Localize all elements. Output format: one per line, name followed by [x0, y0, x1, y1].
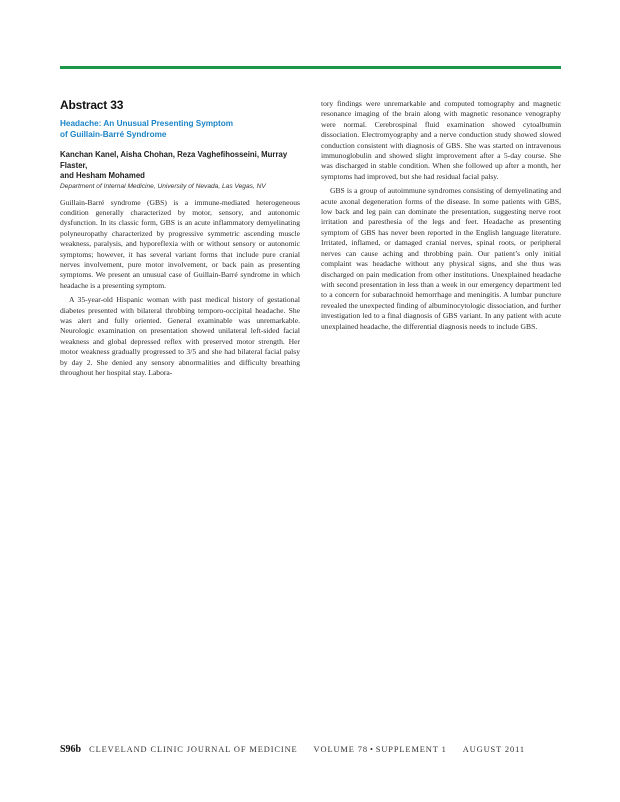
page-footer	[60, 744, 525, 755]
right-column	[321, 99, 561, 332]
body-paragraph-1: Guillain-Barré syndrome (GBS) is a immune-mediated heterogeneous condition generally characterized by motor, sensory, and autonomic dysfunction. In its classic form, GBS is an acute inflammatory demyelinating polyneuropathy characterized by progressive symmetric ascending muscle weakness, paralysis, and hyporeflexia with or without sensory or autonomic symptoms; however, it has several variant forms that include pure cranial nerves involvement, pure motor involvement, or back pain as presenting symptoms. We present an unusual case of Guillain-Barré syndrome in which headache is a presenting symptom.	[60, 197, 300, 290]
authors-line-2: and Hesham Mohamed	[60, 171, 145, 180]
journal-name: CLEVELAND CLINIC JOURNAL OF MEDICINE	[89, 745, 298, 754]
issue-date: AUGUST 2011	[462, 745, 525, 754]
volume: VOLUME 78	[313, 745, 368, 754]
body-paragraph-2: A 35-year-old Hispanic woman with past medical history of gestational diabetes presented with bilateral throbbing temporo-occipital headache. She was alert and fully oriented. General examinable was unremarkable. Neurologic examination on presentation showed unilateral left-sided facial weakness and global depressed reflex with preserved motor strength. Her motor weakness gradually progressed to 3/5 and she had bilateral facial palsy by day 2. She denied any sensory abnormalities and difficulty breathing throughout her hospital stay. Labora-	[60, 295, 300, 377]
supplement: SUPPLEMENT 1	[375, 745, 447, 754]
title-line-1: Headache: An Unusual Presenting Symptom	[60, 119, 234, 128]
top-rule	[60, 66, 561, 69]
page-number: S96b	[60, 744, 82, 755]
title-line-2: of Guillain-Barré Syndrome	[60, 129, 167, 139]
authors-line-1: Kanchan Kanel, Aisha Chohan, Reza Vaghefihosseini, Murray Flaster,	[60, 150, 288, 170]
body-paragraph-3: GBS is a group of autoimmune syndromes consisting of demyelinating and acute axonal degeneration forms of the disease. In some patients with GBS, low back and leg pain can dominate the presentation, suggesting nerve root irritation and paresthesia of the legs and feet. Headache as presenting symptom of GBS has never been reported in the English language literature. Irritated, inflamed, or damaged cranial nerves, spinal roots, or peripheral nerves can cause aching and throbbing pain. Our patient’s only initial complaint was headache without any physical signs, and she thus was discharged on pain medication from other institutions. Unexplained headache with second presentation in less than a week in our emergency department led to a concern for subarachnoid hemorrhage and meningitis. A lumbar puncture revealed the unexpected finding of albuminocytologic dissociation, and further investigation led to a final diagnosis of GBS variant. In any patient with acute unexplained headache, the differential diagnosis needs to include GBS.	[321, 186, 561, 331]
left-column	[60, 98, 300, 378]
abstract-label: Abstract 33	[60, 98, 124, 112]
author-list	[60, 150, 300, 182]
affiliation: Department of Internal Medicine, University of Nevada, Las Vegas, NV	[60, 182, 266, 190]
footer-bullet: •	[369, 745, 374, 754]
abstract-title	[60, 119, 300, 140]
body-paragraph-2-continued: tory findings were unremarkable and computed tomography and magnetic resonance imaging of the brain along with magnetic resonance venography were normal. Cerebrospinal fluid examination showed cytoalbumin dissociation. Electromyography and a nerve conduction study showed slowed conduction consistent with diagnosis of GBS. She was started on intravenous immunoglobulin and showed slight improvement after a 5-day course. She was discharged in stable condition. When she followed up after a month, her symptoms had improved, but she had residual facial palsy.	[321, 99, 561, 181]
